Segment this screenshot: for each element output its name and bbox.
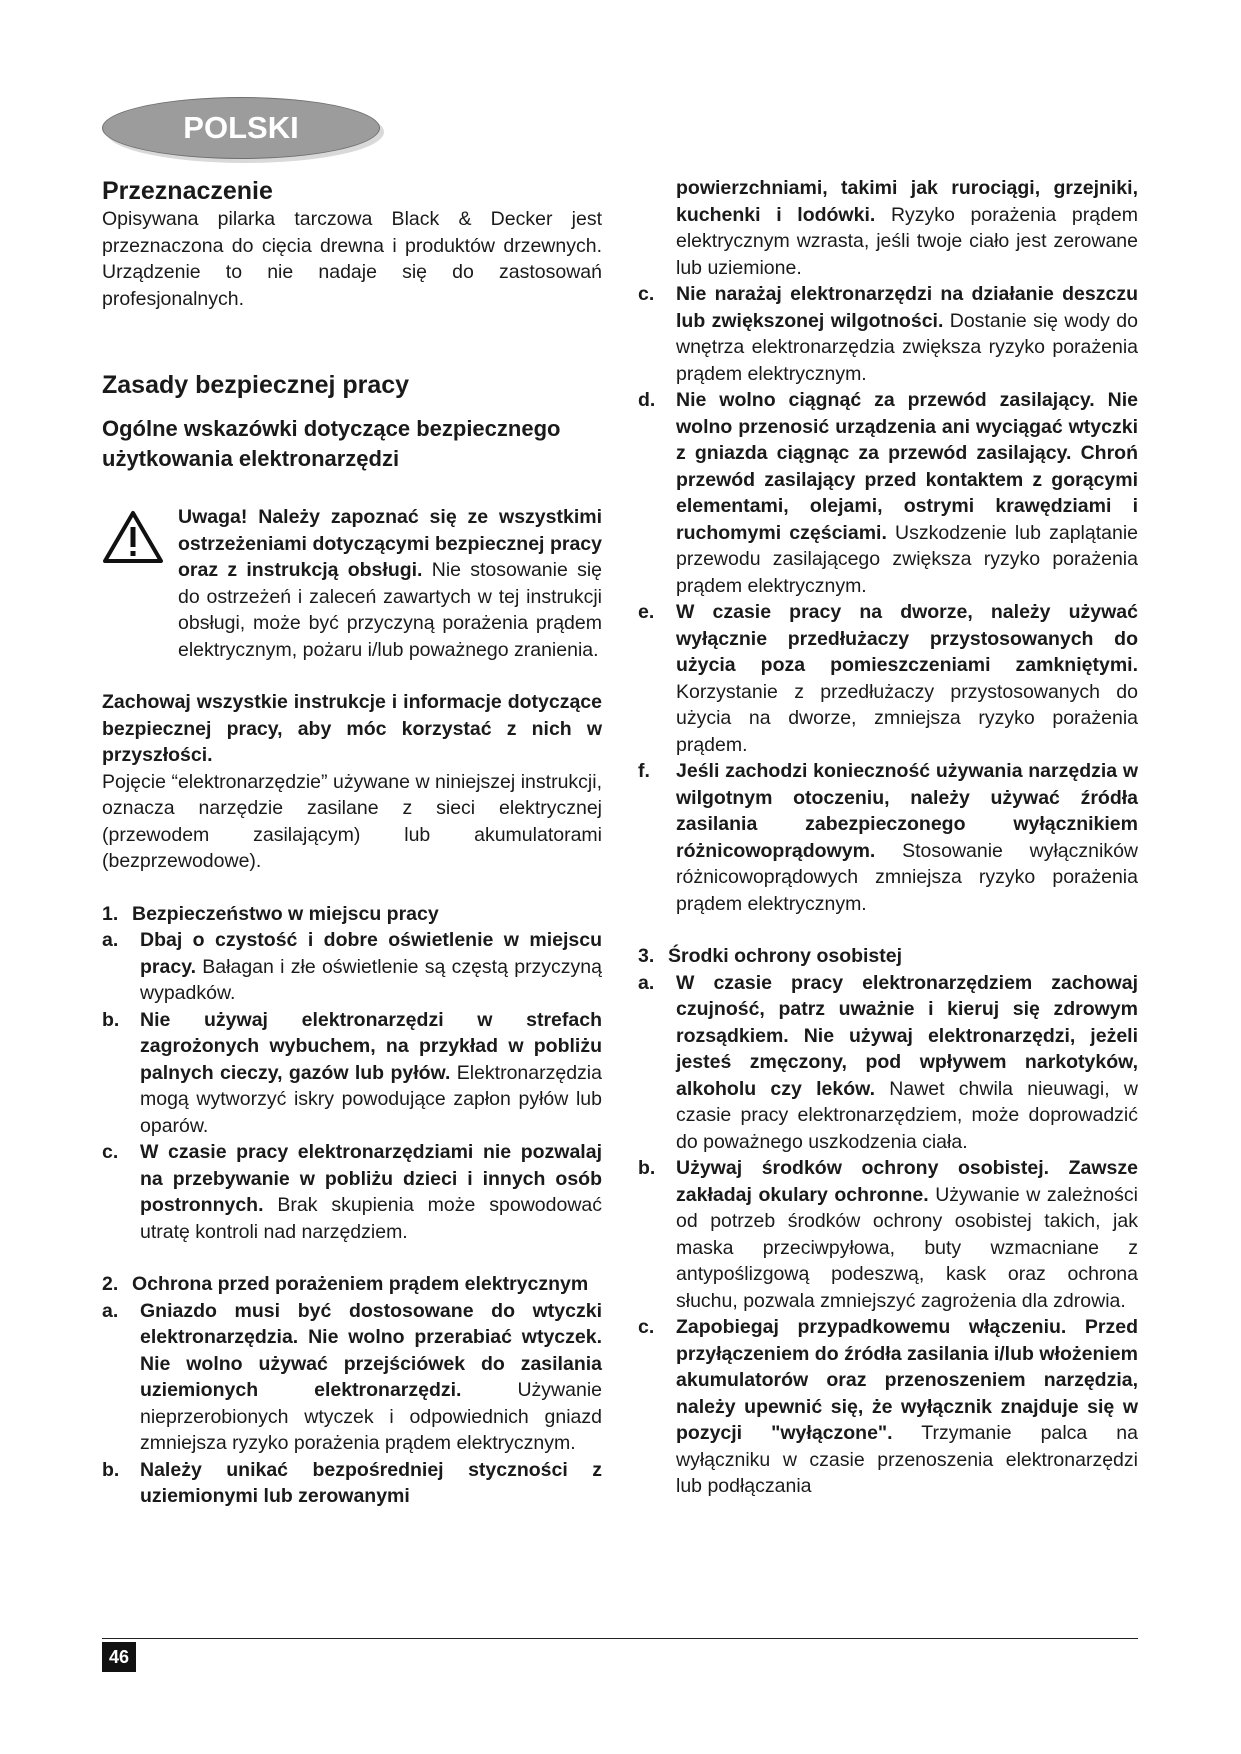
warning-body: Nie stosowanie się do ostrzeżeń i zaleceń zawartych w tej instrukcji obsługi, może być przyczyną porażenia prądem elektrycznym, pożaru i/lub poważnego zranienia.: [178, 559, 602, 661]
item-bold: W czasie pracy elektronarzędziami nie pozwalaj na przebywanie w pobliżu dzieci i innych osób postronnych.: [140, 1141, 602, 1216]
power-tool-definition: Pojęcie “elektronarzędzie” używane w niniejszej instrukcji, oznacza narzędzie zasilane z sieci elektrycznej (przewodem zasilającym) lub akumulatorami (bezprzewodowe).: [102, 770, 602, 872]
warning-block: [102, 504, 602, 663]
item-label: b.: [102, 1458, 120, 1481]
continued-bold: powierzchniami, takimi jak rurociągi, grzejniki, kuchenki i lodówki.: [676, 177, 1138, 226]
item-bold: W czasie pracy elektronarzędziem zachowaj czujność, patrz uważnie i kieruj się zdrowym rozsądkiem. Nie używaj elektronarzędzi, jeżeli jesteś zmęczony, pod wpływem narkotyków, alkoholu czy leków.: [676, 971, 1138, 1100]
item-bold: W czasie pracy na dworze, należy używać wyłącznie przedłużaczy przystosowanych do użycia poza pomieszczeniami zamkniętymi.: [676, 601, 1138, 676]
list-item: [638, 599, 1138, 758]
item-bold: Jeśli zachodzi konieczność używania narzędzia w wilgotnym otoczeniu, należy używać źródła zasilania zabezpieczonego wyłącznikiem różnicowoprądowym.: [676, 760, 1138, 862]
list-item: [638, 1314, 1138, 1500]
continued-text: [638, 175, 1138, 281]
list-item: [638, 970, 1138, 1156]
item-label: b.: [638, 1157, 656, 1179]
item-bold: Gniazdo musi być dostosowane do wtyczki elektronarzędzia. Nie wolno przerabiać wtyczek. Nie wolno używać przejściówek do zasilania uziemionych elektronarzędzi.: [140, 1299, 602, 1401]
section-2-title: Ochrona przed porażeniem prądem elektrycznym: [132, 1273, 589, 1295]
warning-text: [178, 504, 602, 663]
item-bold: Zapobiegaj przypadkowemu włączeniu. Przed przyłączeniem do źródła zasilania i/lub włożeniem akumulatorów oraz przenoszeniem narzędzia, należy upewnić się, że wyłącznik znajduje się w pozycji "wyłączone".: [676, 1316, 1138, 1444]
item-text: Bałagan i złe oświetlenie są częstą przyczyną wypadków.: [140, 955, 602, 1004]
purpose-title: Przeznaczenie: [102, 177, 273, 205]
purpose-text: Opisywana pilarka tarczowa Black & Decker jest przeznaczona do cięcia drewna i produktów drzewnych. Urządzenie to nie nadaje się do zastosowań profesjonalnych.: [102, 208, 602, 310]
warning-bold: Uwaga! Należy zapoznać się ze wszystkimi ostrzeżeniami dotyczącymi bezpiecznej pracy oraz z instrukcją obsługi.: [178, 506, 602, 581]
list-item: [638, 758, 1138, 917]
footer-divider: [102, 1638, 1138, 1639]
list-item: [102, 1298, 602, 1457]
safety-title: Zasady bezpiecznej pracy: [102, 371, 410, 399]
section-3-title: Środki ochrony osobistej: [668, 945, 903, 967]
item-label: a.: [638, 971, 655, 994]
section-3-number: 3.: [638, 945, 655, 967]
section-3-heading: [638, 943, 1138, 970]
list-item: [638, 1155, 1138, 1314]
item-text: Stosowanie wyłączników różnicowoprądowych zmniejsza ryzyko porażenia prądem elektrycznym.: [676, 839, 1138, 915]
item-label: a.: [102, 1299, 119, 1322]
list-item: [102, 1457, 602, 1510]
item-label: c.: [638, 1316, 655, 1338]
item-label: c.: [102, 1141, 119, 1163]
item-text: Uszkodzenie lub zaplątanie przewodu zasilającego zwiększa ryzyko porażenia prądem elektrycznym.: [676, 521, 1139, 597]
item-text: Nawet chwila nieuwagi, w czasie pracy elektronarzędziem, może doprowadzić do poważnego uszkodzenia ciała.: [676, 1077, 1138, 1153]
keep-instructions: Zachowaj wszystkie instrukcje i informacje dotyczące bezpiecznej pracy, aby móc korzystać z nich w przyszłości.: [102, 691, 602, 766]
right-column: [638, 175, 1138, 1500]
item-bold: Należy unikać bezpośredniej styczności z uziemionymi lub zerowanymi: [140, 1458, 602, 1507]
item-text: Brak skupienia może spowodować utratę kontroli nad narzędziem.: [140, 1194, 602, 1243]
list-item: [102, 1007, 602, 1140]
general-safety-title: Ogólne wskazówki dotyczące bezpiecznego użytkowania elektronarzędzi: [102, 416, 561, 471]
list-item: [102, 1139, 602, 1245]
section-1-title: Bezpieczeństwo w miejscu pracy: [132, 902, 439, 925]
item-label: b.: [102, 1008, 120, 1031]
language-badge: POLSKI: [102, 97, 380, 159]
item-label: f.: [638, 760, 650, 782]
item-bold: Używaj środków ochrony osobistej. Zawsze zakładaj okulary ochronne.: [676, 1157, 1138, 1206]
item-bold: Dbaj o czystość i dobre oświetlenie w miejscu pracy.: [140, 929, 602, 978]
item-label: e.: [638, 601, 655, 623]
section-1-heading: [102, 901, 602, 928]
section-2-number: 2.: [102, 1273, 119, 1295]
item-bold: Nie używaj elektronarzędzi w strefach zagrożonych wybuchem, na przykład w pobliżu palnych cieczy, gazów lub pyłów.: [140, 1008, 602, 1084]
item-bold: Nie narażaj elektronarzędzi na działanie deszczu lub zwiększonej wilgotności.: [676, 283, 1138, 332]
list-item: [638, 387, 1138, 599]
item-bold: Nie wolno ciągnąć za przewód zasilający. Nie wolno przenosić urządzenia ani wyciągać wtyczki z gniazda ciągnąc za przewód zasilający. Chroń przewód zasilający przed kontaktem z gorącymi elementami, olejami, ostrymi krawędziami i ruchomymi częściami.: [676, 389, 1138, 544]
warning-triangle-icon: [102, 504, 178, 663]
item-text: Używanie w zależności od potrzeb środków ochrony osobistej takich, jak maska przeciwpyłowa, buty wzmacniane z antypoślizgową podeszwą, kask oraz ochrona słuchu, pozwala zmniejszyć zagrożenia dla zdrowia.: [676, 1183, 1138, 1312]
item-text: Używanie nieprzerobionych wtyczek i odpowiednich gniazd zmniejsza ryzyko porażenia prądem elektrycznym.: [140, 1379, 603, 1454]
item-label: a.: [102, 929, 119, 951]
page-number: 46: [102, 1642, 136, 1672]
item-text: Korzystanie z przedłużaczy przystosowanych do użycia na dworze, zmniejsza ryzyko porażenia prądem.: [676, 680, 1138, 756]
section-2-heading: [102, 1271, 602, 1298]
list-item: [102, 927, 602, 1007]
item-text: Elektronarzędzia mogą wytworzyć iskry powodujące zapłon pyłów lub oparów.: [140, 1061, 602, 1137]
item-label: c.: [638, 283, 655, 305]
item-text: Trzymanie palca na wyłączniku w czasie przenoszenia elektronarzędzi lub podłączania: [676, 1422, 1138, 1497]
list-item: [638, 281, 1138, 387]
item-label: d.: [638, 389, 656, 411]
section-1-number: 1.: [102, 902, 119, 925]
continued-body: Ryzyko porażenia prądem elektrycznym wzrasta, jeśli twoje ciało jest zerowane lub uziemione.: [676, 203, 1138, 279]
left-column: [102, 176, 602, 1510]
item-text: Dostanie się wody do wnętrza elektronarzędzia zwiększa ryzyko porażenia prądem elektrycznym.: [676, 309, 1138, 385]
